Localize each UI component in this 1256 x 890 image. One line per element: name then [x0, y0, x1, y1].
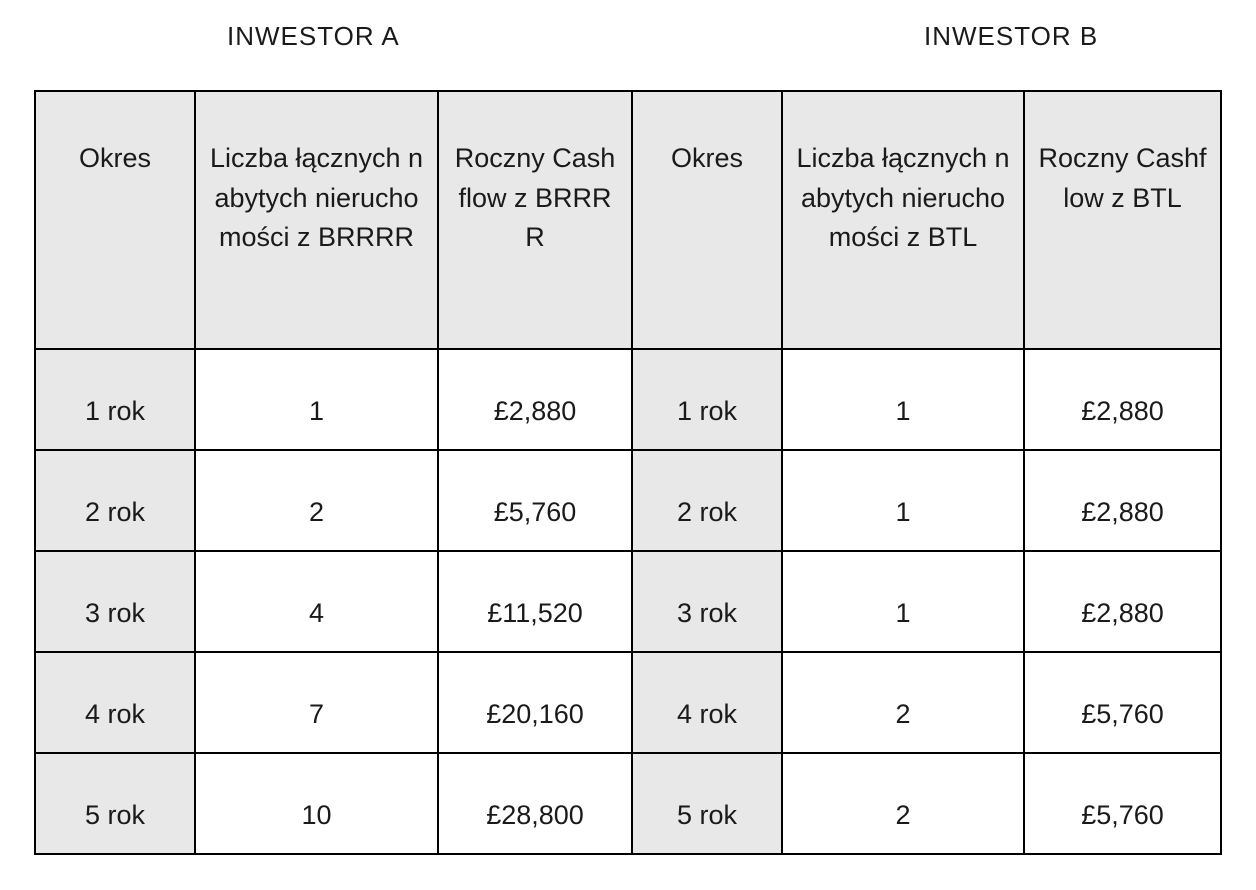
cell-b-period: 4 rok [632, 652, 782, 753]
cell-a-cashflow: £2,880 [438, 349, 632, 450]
cell-b-cashflow: £5,760 [1024, 652, 1221, 753]
cell-b-count: 1 [782, 551, 1024, 652]
cell-a-cashflow: £20,160 [438, 652, 632, 753]
cell-a-count: 7 [195, 652, 438, 753]
table-row [35, 349, 1221, 450]
header-a-count: Liczba łącznych nabytych nieruchomości z BRRRR [195, 91, 438, 349]
cell-a-period: 1 rok [35, 349, 195, 450]
cell-a-count: 10 [195, 753, 438, 854]
table-row [35, 652, 1221, 753]
cell-a-count: 2 [195, 450, 438, 551]
cell-b-cashflow: £5,760 [1024, 753, 1221, 854]
header-a-period: Okres [35, 91, 195, 349]
cell-a-cashflow: £11,520 [438, 551, 632, 652]
table-row [35, 450, 1221, 551]
header-row [35, 91, 1221, 349]
cell-b-period: 5 rok [632, 753, 782, 854]
investor-a-label: INWESTOR A [227, 21, 400, 51]
cell-b-period: 1 rok [632, 349, 782, 450]
cell-b-cashflow: £2,880 [1024, 551, 1221, 652]
cell-a-cashflow: £28,800 [438, 753, 632, 854]
investor-b-label: INWESTOR B [924, 21, 1099, 51]
table-row [35, 551, 1221, 652]
cell-b-period: 2 rok [632, 450, 782, 551]
cell-b-period: 3 rok [632, 551, 782, 652]
cell-a-period: 4 rok [35, 652, 195, 753]
cell-b-count: 2 [782, 753, 1024, 854]
cell-a-count: 4 [195, 551, 438, 652]
table-row [35, 753, 1221, 854]
header-b-cashflow: Roczny Cashflow z BTL [1024, 91, 1221, 349]
header-a-cashflow: Roczny Cashflow z BRRRR [438, 91, 632, 349]
cell-b-count: 1 [782, 450, 1024, 551]
cell-a-period: 3 rok [35, 551, 195, 652]
cell-b-cashflow: £2,880 [1024, 349, 1221, 450]
cell-b-count: 2 [782, 652, 1024, 753]
header-b-count: Liczba łącznych nabytych nieruchomości z BTL [782, 91, 1024, 349]
cell-a-period: 5 rok [35, 753, 195, 854]
cell-a-period: 2 rok [35, 450, 195, 551]
cell-b-count: 1 [782, 349, 1024, 450]
cell-a-cashflow: £5,760 [438, 450, 632, 551]
comparison-table [34, 90, 1222, 855]
cell-b-cashflow: £2,880 [1024, 450, 1221, 551]
cell-a-count: 1 [195, 349, 438, 450]
header-b-period: Okres [632, 91, 782, 349]
